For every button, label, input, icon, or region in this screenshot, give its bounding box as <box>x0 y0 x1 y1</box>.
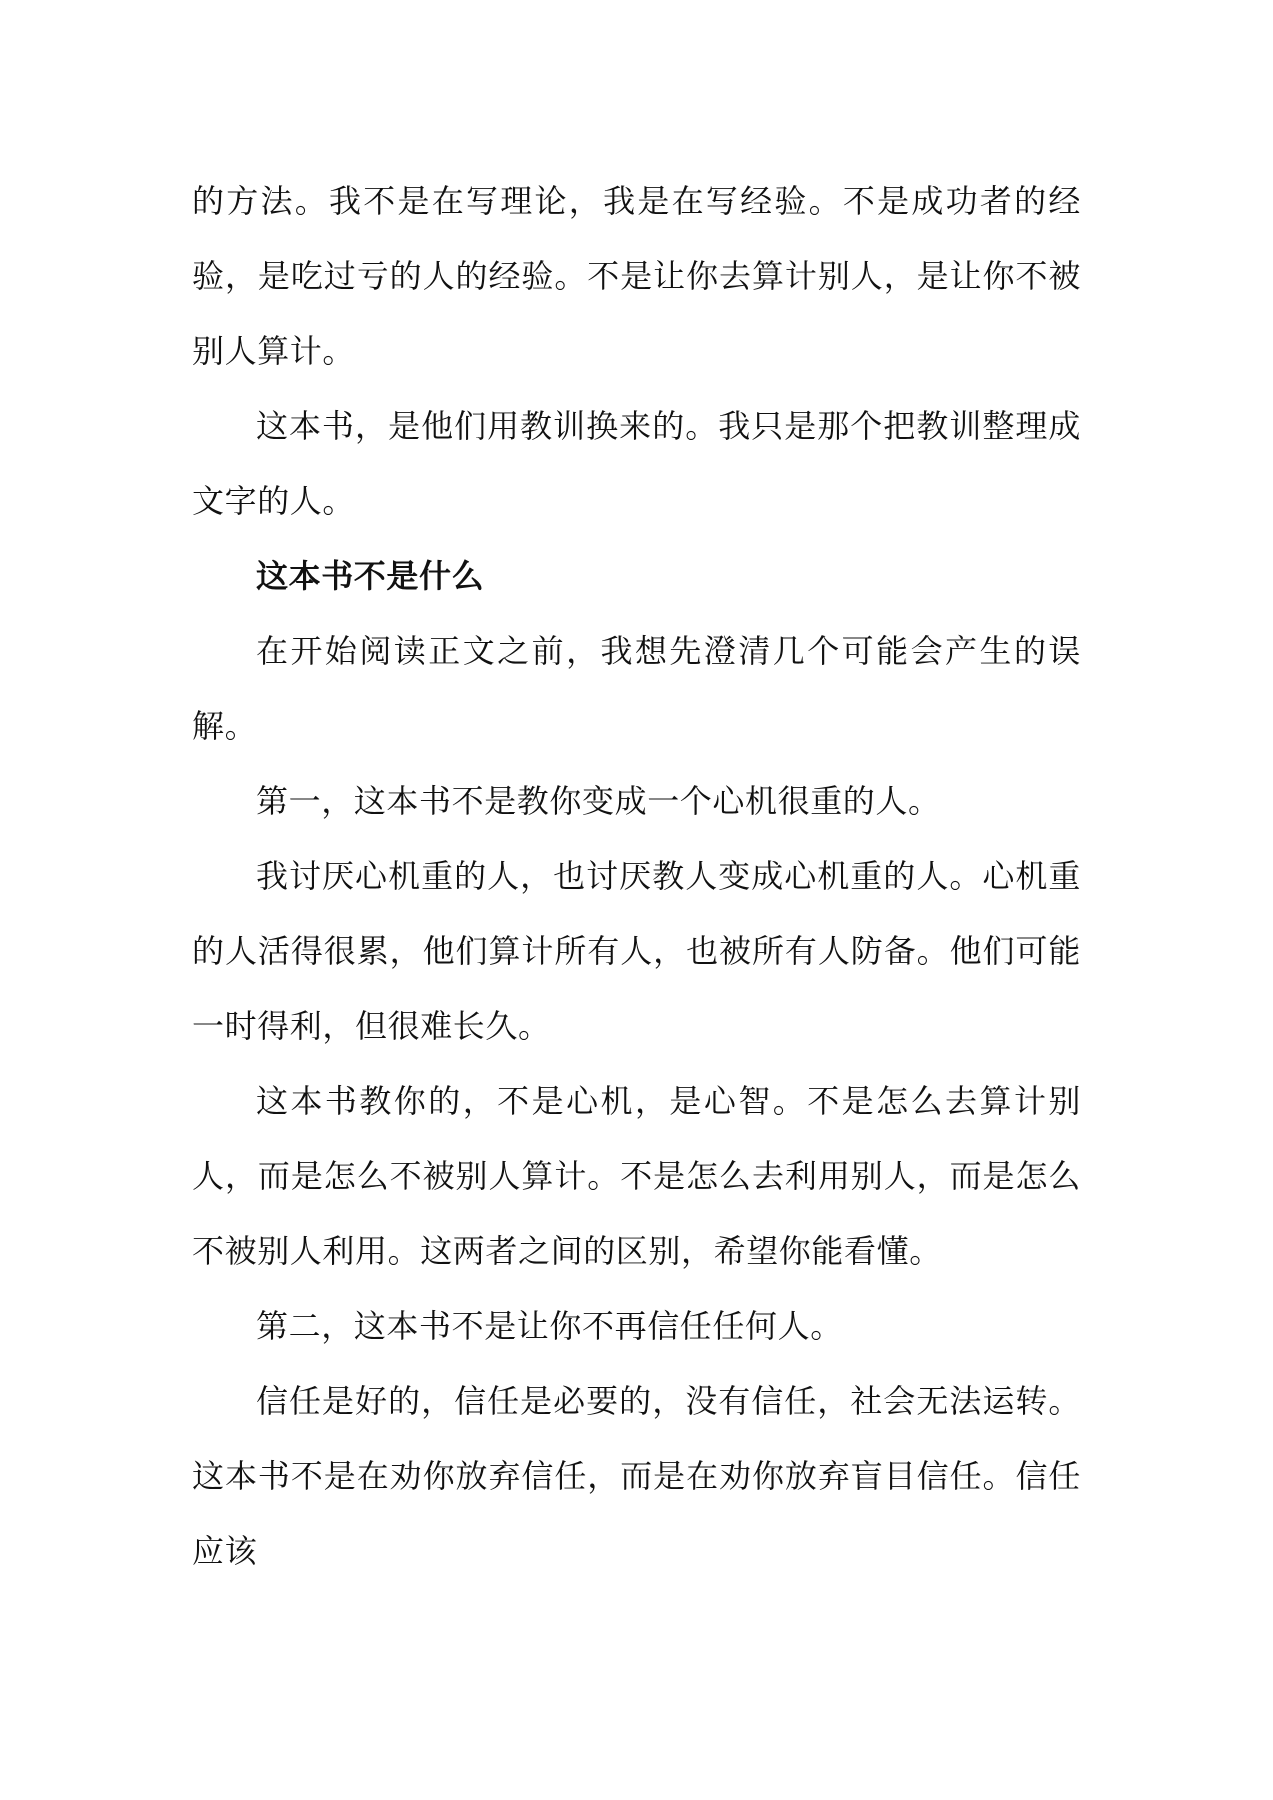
body-text <box>192 164 1081 1589</box>
paragraph-5: 我讨厌心机重的人，也讨厌教人变成心机重的人。心机重的人活得很累，他们算计所有人，也被所有人防备。他们可能一时得利，但很难长久。 <box>192 857 1081 1045</box>
paragraph-2: 这本书，是他们用教训换来的。我只是那个把教训整理成文字的人。 <box>192 407 1081 520</box>
paragraph-1: 的方法。我不是在写理论，我是在写经验。不是成功者的经验，是吃过亏的人的经验。不是让你去算计别人，是让你不被别人算计。 <box>192 182 1081 370</box>
paragraph-8: 信任是好的，信任是必要的，没有信任，社会无法运转。这本书不是在劝你放弃信任，而是在劝你放弃盲目信任。信任应该 <box>192 1382 1081 1570</box>
paragraph-4: 第一，这本书不是教你变成一个心机很重的人。 <box>256 782 941 820</box>
paragraph-3: 在开始阅读正文之前，我想先澄清几个可能会产生的误解。 <box>192 632 1081 745</box>
paragraph-6: 这本书教你的，不是心机，是心智。不是怎么去算计别人，而是怎么不被别人算计。不是怎么去利用别人，而是怎么不被别人利用。这两者之间的区别，希望你能看懂。 <box>192 1082 1081 1270</box>
paragraph-7: 第二，这本书不是让你不再信任任何人。 <box>256 1307 843 1345</box>
section-heading: 这本书不是什么 <box>256 557 485 595</box>
